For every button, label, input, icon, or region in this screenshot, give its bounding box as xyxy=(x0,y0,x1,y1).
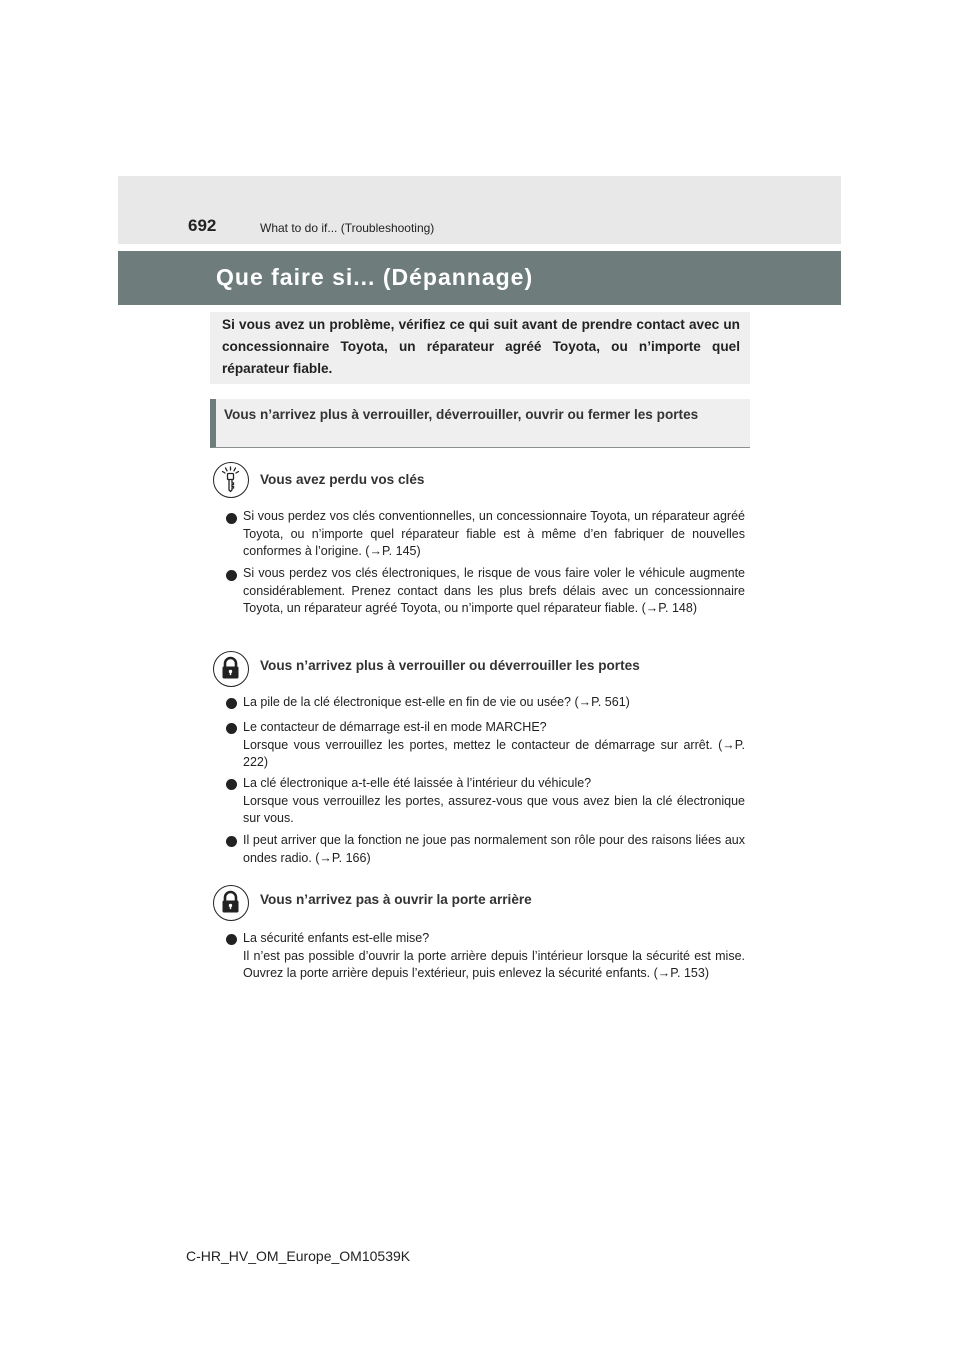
page-number: 692 xyxy=(188,216,217,235)
list-item: Il peut arriver que la fonction ne joue pas normalement son rôle pour des raisons liées aux ondes radio. (→P. 166) xyxy=(243,833,745,865)
padlock-icon xyxy=(213,885,249,921)
list-item: La pile de la clé électronique est-elle en fin de vie ou usée? (→P. 561) xyxy=(243,695,630,709)
bullet-icon xyxy=(226,570,237,581)
subsection-title-lost-keys: Vous avez perdu vos clés xyxy=(260,472,425,487)
padlock-icon xyxy=(213,651,249,687)
subsection-title-lock-unlock: Vous n’arrivez plus à verrouiller ou déverrouiller les portes xyxy=(260,658,640,673)
intro-text: Si vous avez un problème, vérifiez ce qui suit avant de prendre contact avec un concessionnaire Toyota, un réparateur agréé Toyota, ou n’importe quel réparateur fiable. xyxy=(222,317,740,376)
footer-document-code: C-HR_HV_OM_Europe_OM10539K xyxy=(186,1248,411,1264)
bullet-icon xyxy=(226,779,237,790)
list-item: Si vous perdez vos clés conventionnelles, un concessionnaire Toyota, un réparateur agréé Toyota, ou n’importe quel réparateur fiable est à même d’en fabriquer de nouvelles conformes à l’origine. (→P. 145) xyxy=(243,509,745,558)
list-item: Le contacteur de démarrage est-il en mode MARCHE? Lorsque vous verrouillez les portes, mettez le contacteur de démarrage sur arrêt. (→P. 222) xyxy=(243,720,745,769)
header-band xyxy=(118,176,841,244)
section-heading: Vous n’arrivez plus à verrouiller, déverrouiller, ouvrir ou fermer les portes xyxy=(224,407,699,422)
list-item: Si vous perdez vos clés électroniques, le risque de vous faire voler le véhicule augmente considérablement. Prenez contact dans les plus brefs délais avec un concessionnaire Toyota, un réparateur agréé Toyota, ou n’importe quel réparateur fiable. (→P. 148) xyxy=(243,566,745,615)
page-title: Que faire si... (Dépannage) xyxy=(216,264,534,290)
section-path: What to do if... (Troubleshooting) xyxy=(260,221,435,235)
key-icon xyxy=(213,462,249,498)
list-item: La clé électronique a-t-elle été laissée à l’intérieur du véhicule? Lorsque vous verrouillez les portes, assurez-vous que vous avez bien la clé électronique sur vous. xyxy=(243,776,745,825)
bullet-icon xyxy=(226,723,237,734)
bullet-icon xyxy=(226,698,237,709)
bullet-icon xyxy=(226,836,237,847)
bullet-icon xyxy=(226,934,237,945)
list-item: La sécurité enfants est-elle mise? Il n’est pas possible d’ouvrir la porte arrière depuis l’intérieur lorsque la sécurité est mise. Ouvrez la porte arrière depuis l’extérieur, puis enlevez la sécurité enfants. (→P. 153) xyxy=(243,931,745,980)
bullet-icon xyxy=(226,513,237,524)
subsection-title-rear-door: Vous n’arrivez pas à ouvrir la porte arrière xyxy=(260,892,532,907)
